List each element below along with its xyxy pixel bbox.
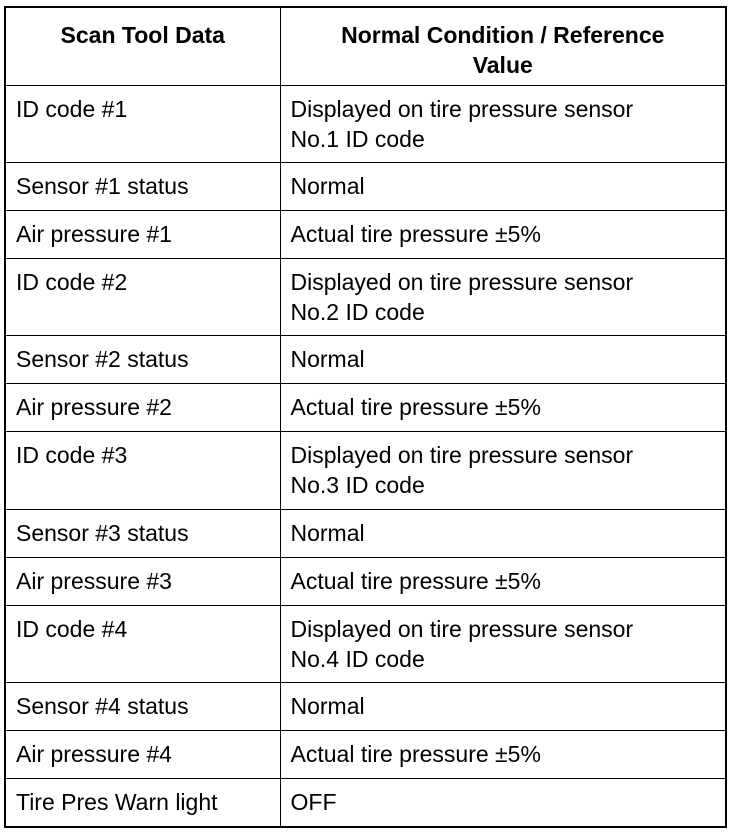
cell-value xyxy=(280,258,726,335)
header-line-1: Normal Condition / Reference xyxy=(341,22,665,48)
table-row xyxy=(5,85,726,162)
cell-item: Sensor #1 status xyxy=(5,162,280,210)
value-line-1: Displayed on tire pressure sensor xyxy=(290,95,634,122)
cell-item: ID code #1 xyxy=(5,85,280,162)
cell-value xyxy=(280,605,726,682)
table-header xyxy=(5,7,726,85)
table-row xyxy=(5,162,726,210)
cell-item: ID code #4 xyxy=(5,605,280,682)
value-line-2: No.2 ID code xyxy=(290,298,425,325)
value-line-1: Displayed on tire pressure sensor xyxy=(290,268,634,295)
table-row xyxy=(5,557,726,605)
value-line-2: No.1 ID code xyxy=(290,125,425,152)
table-row xyxy=(5,432,726,509)
cell-value: Actual tire pressure ±5% xyxy=(280,384,726,432)
cell-item: Sensor #3 status xyxy=(5,509,280,557)
table-row xyxy=(5,605,726,682)
cell-item: ID code #2 xyxy=(5,258,280,335)
table-body xyxy=(5,85,726,827)
cell-item: Air pressure #3 xyxy=(5,557,280,605)
cell-item: Air pressure #2 xyxy=(5,384,280,432)
header-line-2: Value xyxy=(472,52,533,78)
cell-value: Normal xyxy=(280,336,726,384)
table-row xyxy=(5,210,726,258)
table-row xyxy=(5,509,726,557)
table-row xyxy=(5,779,726,827)
cell-item: Tire Pres Warn light xyxy=(5,779,280,827)
cell-item: Sensor #2 status xyxy=(5,336,280,384)
cell-value: Normal xyxy=(280,162,726,210)
cell-value: Normal xyxy=(280,509,726,557)
table-row xyxy=(5,258,726,335)
cell-item: ID code #3 xyxy=(5,432,280,509)
cell-item: Sensor #4 status xyxy=(5,683,280,731)
cell-item: Air pressure #1 xyxy=(5,210,280,258)
table-row xyxy=(5,384,726,432)
table-row xyxy=(5,336,726,384)
value-line-2: No.3 ID code xyxy=(290,472,425,499)
cell-value xyxy=(280,85,726,162)
table-row xyxy=(5,731,726,779)
table-row xyxy=(5,683,726,731)
header-row xyxy=(5,7,726,85)
reference-table xyxy=(4,6,727,828)
value-line-1: Displayed on tire pressure sensor xyxy=(290,615,634,642)
cell-value: OFF xyxy=(280,779,726,827)
cell-value: Actual tire pressure ±5% xyxy=(280,557,726,605)
cell-value xyxy=(280,432,726,509)
cell-item: Air pressure #4 xyxy=(5,731,280,779)
header-normal-condition xyxy=(280,7,726,85)
cell-value: Normal xyxy=(280,683,726,731)
value-line-1: Displayed on tire pressure sensor xyxy=(290,442,634,469)
cell-value: Actual tire pressure ±5% xyxy=(280,210,726,258)
value-line-2: No.4 ID code xyxy=(290,645,425,672)
header-scan-tool-data: Scan Tool Data xyxy=(5,7,280,85)
cell-value: Actual tire pressure ±5% xyxy=(280,731,726,779)
